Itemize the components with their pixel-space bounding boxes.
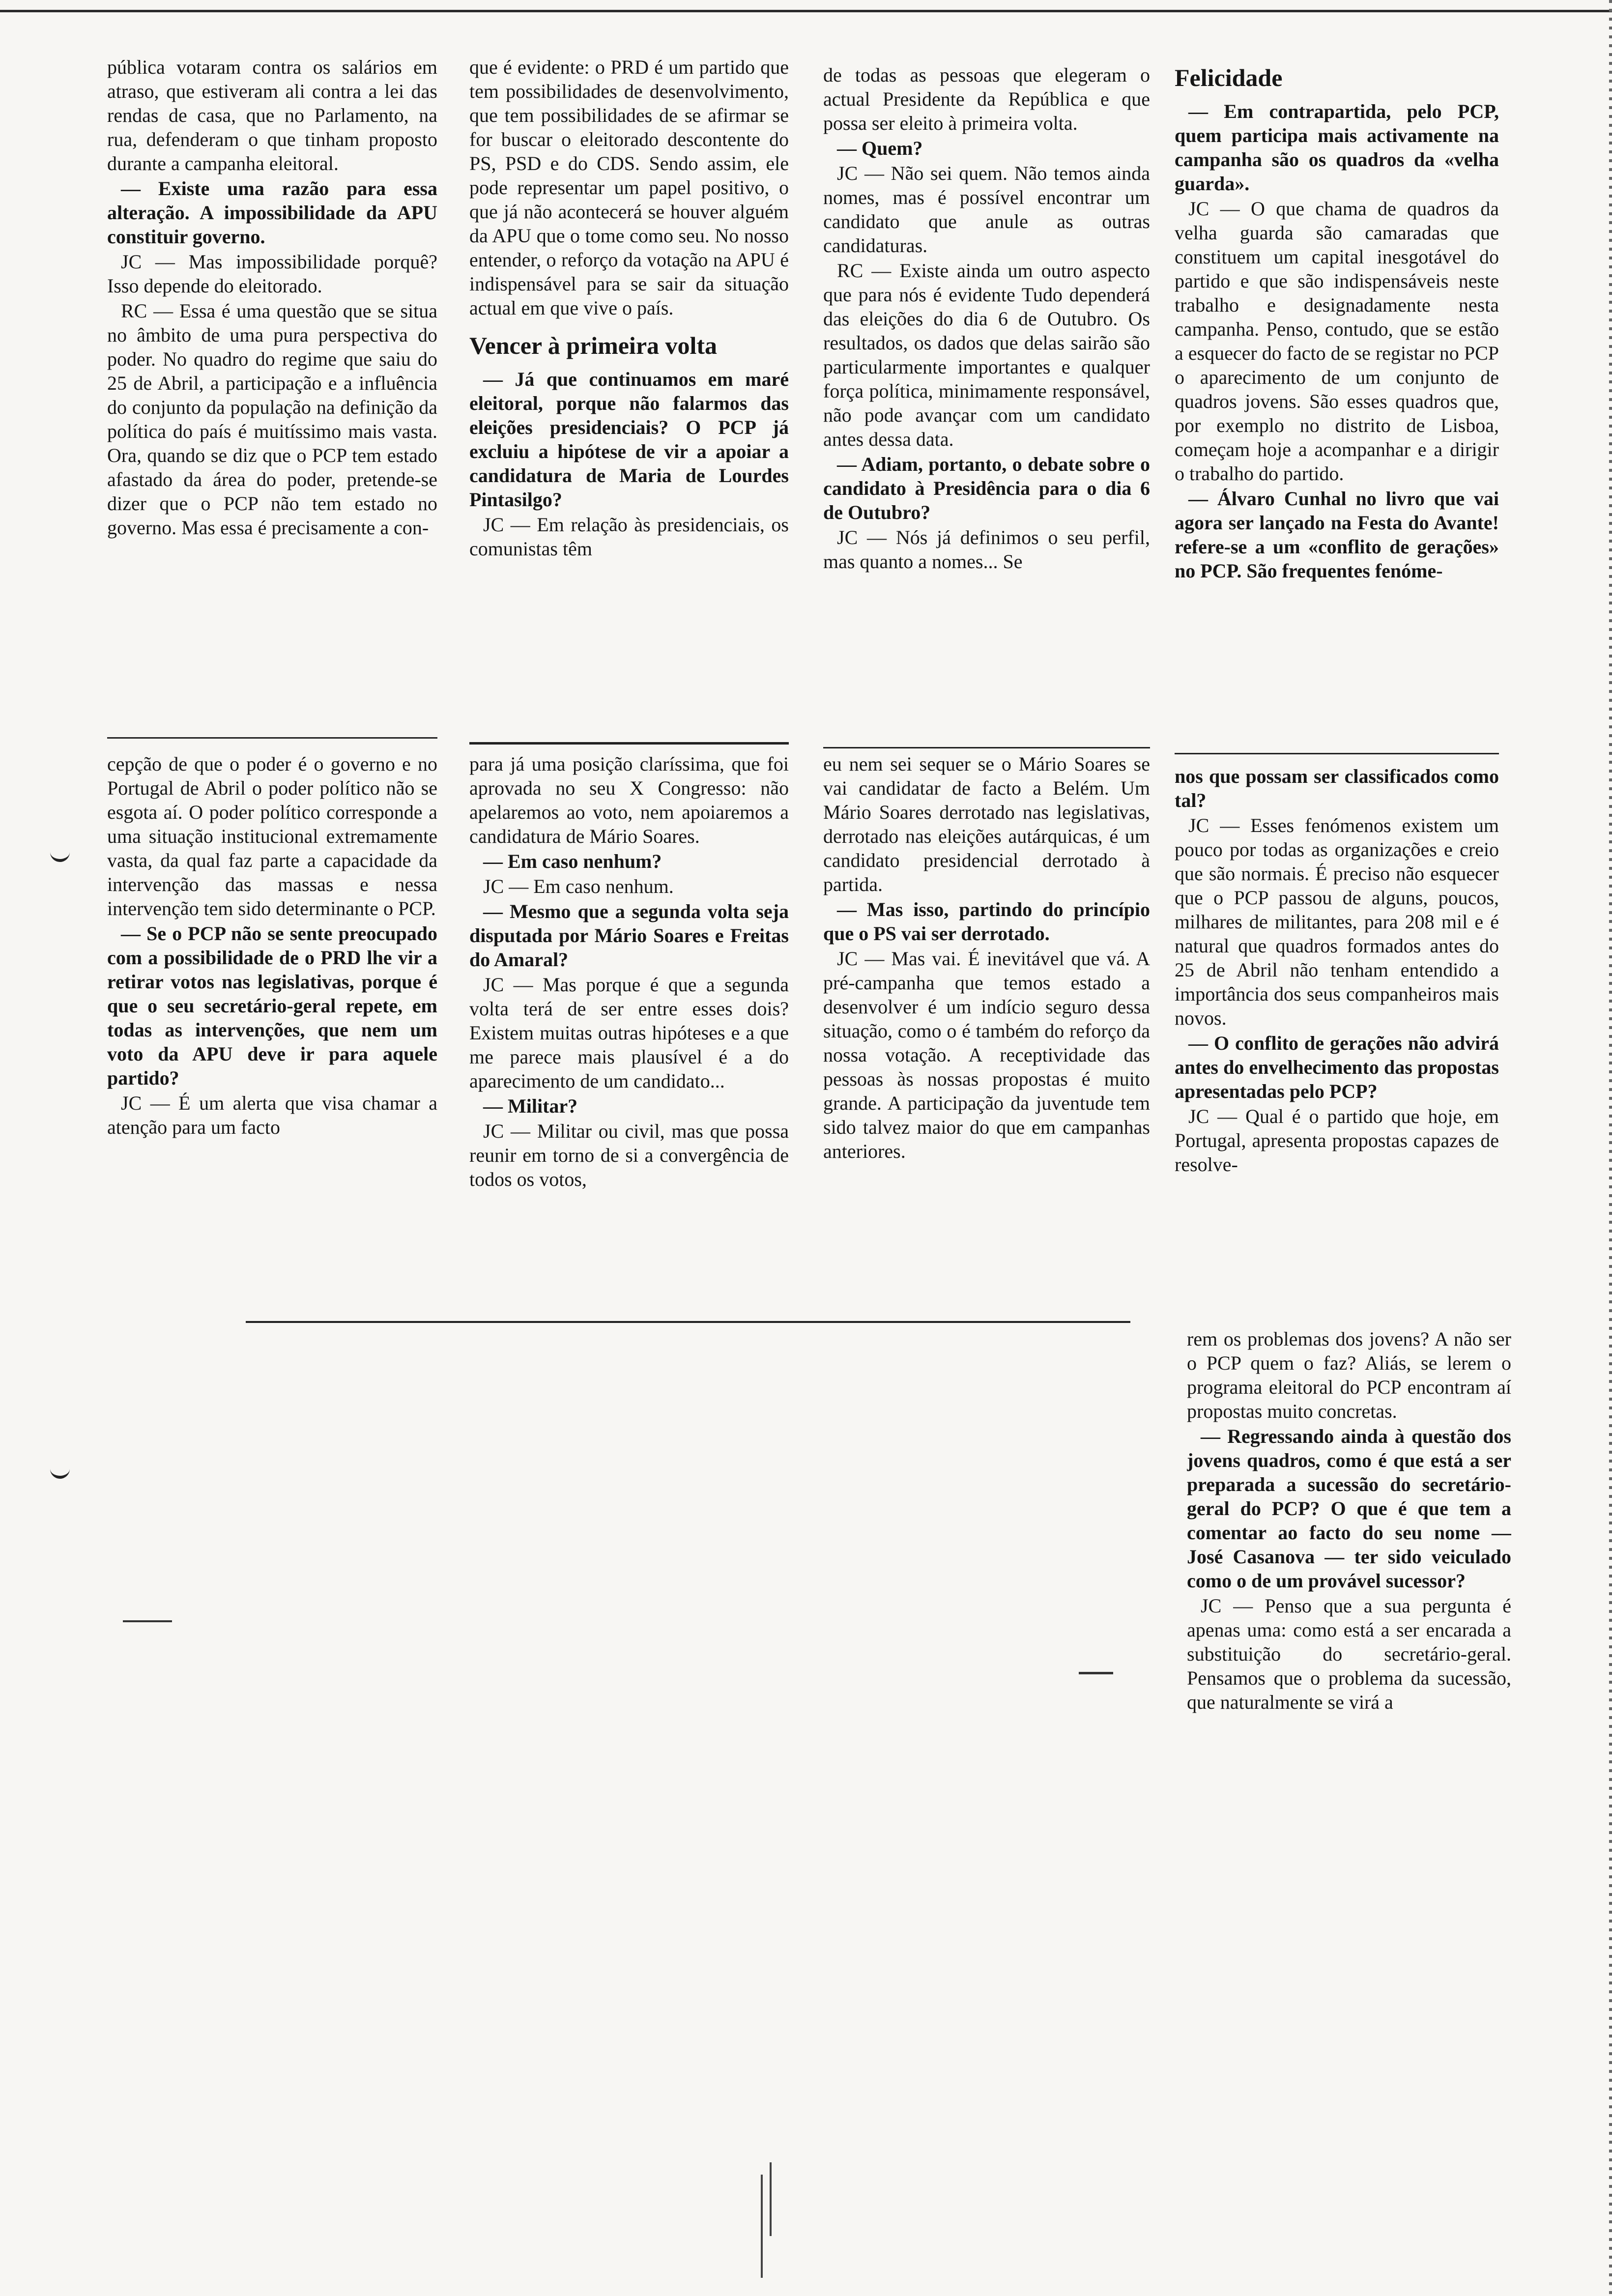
fold-mark-2 xyxy=(770,2162,772,2236)
interview-question: — Existe uma razão para essa alteração. A impossibilidade da APU constituir governo. xyxy=(107,177,437,248)
interview-paragraph: JC — Mas vai. É inevitável que vá. A pré-campanha que temos estado a desenvolver é um indício seguro dessa situação, como o é também do reforço da nossa votação. A receptividade das pessoas às nossas propostas é muito grande. A participação da juventude tem sido talvez maior do que em campanhas anteriores. xyxy=(823,947,1150,1162)
interview-paragraph: JC — O que chama de quadros da velha guarda são camaradas que constituem um capital inesgotável do partido e que são indispensáveis neste trabalho e designadamente nesta campanha. Penso, contudo, que se estão a esquecer do facto de se registar no PCP o aparecimento de um conjunto de quadros jovens. São esses quadros que, por exemplo no distrito de Lisboa, começam hoje a acompanhar e a dirigir o trabalho do partido. xyxy=(1175,198,1499,485)
fold-mark-1 xyxy=(761,2175,763,2278)
column-rule-1 xyxy=(107,737,437,739)
interview-paragraph: JC — Mas impossibilidade porquê? Isso depende do eleitorado. xyxy=(107,251,437,297)
interview-question: — Se o PCP não se sente preocupado com a possibilidade de o PRD lhe vir a retirar votos nas legislativas, porque é que o seu secretário-geral repete, em todas as intervenções, que nem um voto da APU deve ir para aquele partido? xyxy=(107,922,437,1089)
interview-paragraph: RC — Existe ainda um outro aspecto que para nós é evidente Tudo dependerá das eleições do dia 6 de Outubro. Os resultados, os dados que delas sairão são particularmente importantes e qualquer força política, minimamente responsável, não pode avançar com um candidato antes dessa data. xyxy=(823,259,1150,450)
interview-paragraph: cepção de que o poder é o governo e no Portugal de Abril o poder político não se esgota aí. O poder político corresponde a uma situação institucional extremamente vasta, da qual faz parte a capacidade da intervenção das massas e nessa intervenção tem sido determinante o PCP. xyxy=(107,753,437,919)
column-rule-2 xyxy=(469,742,789,745)
interview-question: — Em caso nenhum? xyxy=(483,850,662,872)
column-3-top xyxy=(823,63,1150,751)
margin-mark-2 xyxy=(50,1462,70,1479)
section-heading: Felicidade xyxy=(1175,64,1283,91)
interview-question: — Adiam, portanto, o debate sobre o candidato à Presidência para o dia 6 de Outubro? xyxy=(823,453,1150,523)
column-1-bottom xyxy=(107,752,437,1307)
interview-paragraph: eu nem sei sequer se o Mário Soares se vai candidatar de facto a Belém. Um Mário Soares derrotado nas legislativas, derrotado nas eleições autárquicas, é um candidato presidencial derrotado à partida. xyxy=(823,753,1150,895)
section-heading: Vencer à primeira volta xyxy=(469,332,718,359)
interview-question: — Mas isso, partindo do princípio que o PS vai ser derrotado. xyxy=(823,898,1150,945)
interview-question: — Mesmo que a segunda volta seja disputada por Mário Soares e Freitas do Amaral? xyxy=(469,900,789,971)
interview-paragraph: JC — Nós já definimos o seu perfil, mas quanto a nomes... Se xyxy=(823,526,1150,573)
interview-paragraph: JC — Militar ou civil, mas que possa reunir em torno de si a convergência de todos os votos, xyxy=(469,1120,789,1190)
interview-question: nos que possam ser classificados como tal? xyxy=(1175,765,1499,811)
interview-paragraph: JC — Penso que a sua pergunta é apenas uma: como está a ser encarada a substituição do secretário-geral. Pensamos que o problema da sucessão, que naturalmente se virá a xyxy=(1187,1595,1511,1713)
column-1-top xyxy=(107,55,437,763)
column-4-continuation xyxy=(1187,1327,1511,1887)
interview-paragraph: JC — Esses fenómenos existem um pouco por todas as organizações e creio que são normais. É preciso não esquecer que o PCP passou de alguns, poucos, milhares de militantes, para 208 mil e é natural que quadros formados antes do 25 de Abril não tenham entendido a importância dos seus companheiros mais novos. xyxy=(1175,814,1499,1029)
margin-mark-1 xyxy=(50,845,70,862)
interview-question: — Quem? xyxy=(837,137,923,159)
column-2-bottom xyxy=(469,752,789,1307)
interview-paragraph: JC — Qual é o partido que hoje, em Portugal, apresenta propostas capazes de resolve- xyxy=(1175,1105,1499,1176)
interview-paragraph: JC — Em relação às presidenciais, os comunistas têm xyxy=(469,514,789,560)
interview-question: — Militar? xyxy=(483,1095,578,1117)
interview-paragraph: JC — Não sei quem. Não temos ainda nomes, mas é possível encontrar um candidato que anule as outras candidaturas. xyxy=(823,162,1150,257)
interview-question: — Já que continuamos em maré eleitoral, porque não falarmos das eleições presidenciais? O PCP já excluiu a hipótese de vir a apoiar a candidatura de Maria de Lourdes Pintasilgo? xyxy=(469,368,789,511)
interview-paragraph: RC — Essa é uma questão que se situa no âmbito de uma pura perspectiva do poder. No quadro do regime que saiu do 25 de Abril, a participação e a influência do conjunto da população na definição da política do país é muitíssimo mais vasta. Ora, quando se diz que o PCP tem estado afastado da área do poder, pretende-se dizer que o PCP não tem estado no governo. Mas essa é precisamente a con- xyxy=(107,300,437,539)
column-2-top xyxy=(469,55,789,763)
interview-paragraph: pública votaram contra os salários em atraso, que estiveram ali contra a lei das rendas de casa, que no Parlamento, na rua, defenderam o que tinham proposto durante a campanha eleitoral. xyxy=(107,56,437,174)
column-4-top xyxy=(1175,63,1499,751)
interview-paragraph: de todas as pessoas que elegeram o actual Presidente da República e que possa ser eleito à primeira volta. xyxy=(823,64,1150,134)
column-rule-3 xyxy=(823,747,1150,748)
margin-dash-mid xyxy=(1079,1672,1113,1674)
interview-paragraph: para já uma posição claríssima, que foi aprovada no seu X Congresso: não apelaremos ao voto, nem apoiaremos a candidatura de Mário Soares. xyxy=(469,753,789,847)
interview-question: — Regressando ainda à questão dos jovens quadros, como é que está a ser preparada a sucessão do secretário-geral do PCP? O que é que tem a comentar ao facto do seu nome — José Casanova — ter sido veiculado como o de um provável sucessor? xyxy=(1187,1425,1511,1592)
bottom-rule xyxy=(246,1321,1130,1323)
interview-paragraph: que é evidente: o PRD é um partido que tem possibilidades de desenvolvimento, que tem possibilidades de se afirmar se for buscar o eleitorado descontente do PS, PSD e do CDS. Sendo assim, ele pode representar um papel positivo, o que já não acontecerá se houver alguém da APU que o tome como seu. No nosso entender, o reforço da votação na APU é indispensável para se sair da situação actual em que vive o país. xyxy=(469,56,789,319)
column-rule-4 xyxy=(1175,753,1499,754)
right-edge-shadow xyxy=(1609,0,1612,2296)
interview-paragraph: JC — Em caso nenhum. xyxy=(483,875,674,897)
margin-dash-left xyxy=(123,1620,172,1622)
interview-question: — Em contrapartida, pelo PCP, quem participa mais activamente na campanha são os quadros da «velha guarda». xyxy=(1175,100,1499,195)
interview-question: — Álvaro Cunhal no livro que vai agora ser lançado na Festa do Avante! refere-se a um «conflito de gerações» no PCP. São frequentes fenóme- xyxy=(1175,488,1499,582)
interview-question: — O conflito de gerações não advirá antes do envelhecimento das propostas apresentadas pelo PCP? xyxy=(1175,1032,1499,1102)
interview-paragraph: rem os problemas dos jovens? A não ser o PCP quem o faz? Aliás, se lerem o programa eleitoral do PCP encontram aí propostas muito concretas. xyxy=(1187,1328,1511,1422)
top-border-line xyxy=(0,10,1612,12)
interview-paragraph: JC — É um alerta que visa chamar a atenção para um facto xyxy=(107,1092,437,1138)
interview-paragraph: JC — Mas porque é que a segunda volta terá de ser entre esses dois? Existem muitas outras hipóteses e a que me parece mais plausível é a do aparecimento de um candidato... xyxy=(469,974,789,1092)
column-4-bottom xyxy=(1175,764,1499,1312)
column-3-bottom xyxy=(823,752,1150,1307)
